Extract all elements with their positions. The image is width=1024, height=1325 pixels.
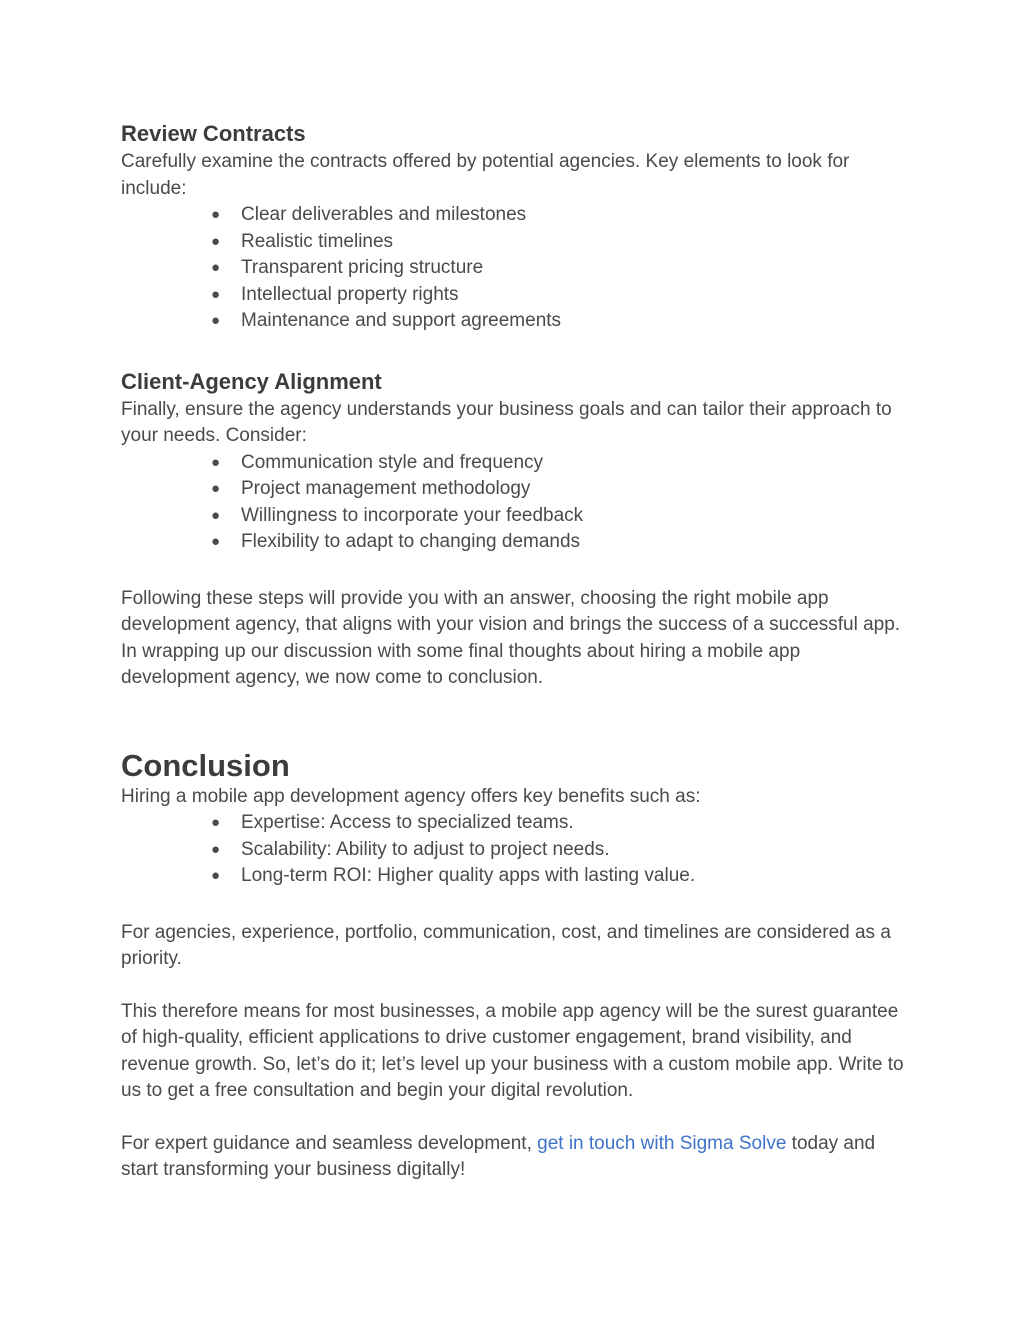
bullet-icon: ●	[211, 453, 221, 471]
list-item: ● Expertise: Access to specialized teams.	[211, 810, 911, 837]
bullet-icon: ●	[211, 206, 221, 223]
list-item: ● Project management methodology	[211, 476, 911, 503]
conclusion-heading: Conclusion	[121, 747, 290, 783]
list-item: ● Transparent pricing structure	[211, 255, 911, 282]
list-item: ● Communication style and frequency	[211, 450, 911, 477]
list-item: ● Scalability: Ability to adjust to project needs.	[211, 837, 911, 864]
bullet-icon: ●	[211, 867, 221, 884]
review-contracts-intro: Carefully examine the contracts offered by potential agencies. Key elements to look for include:	[121, 151, 850, 199]
bullet-icon: ●	[211, 814, 221, 831]
conclusion-benefits-list	[121, 810, 911, 890]
bullet-icon: ●	[211, 312, 221, 329]
client-agency-alignment-intro: Finally, ensure the agency understands your business goals and can tailor their approach to your needs. Consider:	[121, 398, 892, 446]
list-item: ● Flexibility to adapt to changing demands	[211, 529, 911, 556]
call-to-action-paragraph: For expert guidance and seamless development, get in touch with Sigma Solve today and start transforming your business digitally!	[121, 1132, 876, 1180]
conclusion-intro: Hiring a mobile app development agency offers key benefits such as:	[121, 785, 701, 807]
bullet-icon: ●	[211, 285, 221, 303]
review-contracts-heading: Review Contracts	[121, 121, 306, 146]
list-item: ● Willingness to incorporate your feedback	[211, 503, 911, 530]
priorities-paragraph: For agencies, experience, portfolio, communication, cost, and timelines are considered as a priority.	[121, 921, 891, 969]
document-page	[121, 119, 911, 1184]
bullet-icon: ●	[211, 480, 221, 497]
list-item: ● Long-term ROI: Higher quality apps with lasting value.	[211, 863, 911, 890]
bullet-icon: ●	[211, 259, 221, 276]
bullet-icon: ●	[211, 840, 221, 858]
list-item: ● Realistic timelines	[211, 229, 911, 256]
list-item: ● Maintenance and support agreements	[211, 308, 911, 335]
surest-guarantee-paragraph: This therefore means for most businesses, a mobile app agency will be the surest guarantee of high-quality, efficient applications to drive customer engagement, brand visibility, and revenue growth. So, let’s do it; let’s level up your business with a custom mobile app. Write to us to get a free consultation and begin your digital revolution.	[121, 1000, 904, 1101]
bullet-icon: ●	[211, 506, 221, 524]
sigma-solve-contact-link[interactable]: get in touch with Sigma Solve	[537, 1132, 787, 1154]
list-item: ● Clear deliverables and milestones	[211, 202, 911, 229]
client-agency-alignment-heading: Client-Agency Alignment	[121, 368, 382, 394]
list-item: ● Intellectual property rights	[211, 282, 911, 309]
bullet-icon: ●	[211, 533, 221, 550]
following-steps-paragraph: Following these steps will provide you with an answer, choosing the right mobile app development agency, that aligns with your vision and brings the success of a successful app. In wrapping up our discussion with some final thoughts about hiring a mobile app development agency, we now come to conclusion.	[121, 587, 901, 688]
review-contracts-list	[121, 202, 911, 335]
client-agency-alignment-list	[121, 450, 911, 556]
bullet-icon: ●	[211, 232, 221, 250]
